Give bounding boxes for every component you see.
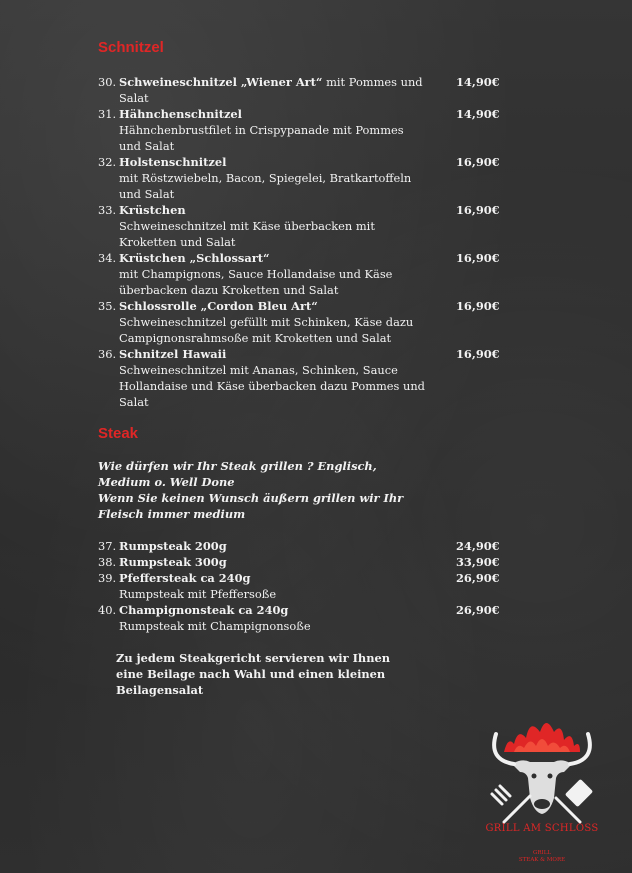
- menu-item-38: [98, 554, 518, 570]
- logo-tagline-2: STEAK & MORE: [518, 857, 566, 863]
- item-description: Schweineschnitzel mit Ananas, Schinken, Sauce Hollandaise und Käse überbacken dazu Pommes und Salat: [119, 363, 425, 409]
- item-body: [119, 554, 429, 570]
- menu-item-30: [98, 74, 518, 106]
- logo-tagline-1: GRILL: [532, 850, 551, 856]
- item-body: [119, 346, 429, 410]
- item-body: [119, 250, 429, 298]
- item-description: Rumpsteak mit Pfeffersoße: [119, 587, 277, 601]
- menu-item-37: [98, 538, 518, 554]
- item-number: 35.: [98, 299, 117, 313]
- steak-intro: [98, 458, 418, 522]
- item-name: Schlossrolle „Cordon Bleu Art“: [119, 299, 318, 313]
- intro-line: Medium o. Well Done: [98, 475, 235, 489]
- item-number: 37.: [98, 539, 117, 553]
- menu-item-32: [98, 154, 518, 202]
- item-number: 39.: [98, 571, 117, 585]
- item-price: 14,90€: [456, 107, 500, 121]
- intro-line: Wie dürfen wir Ihr Steak grillen ? Englisch,: [98, 459, 377, 473]
- item-name: Champignonsteak ca 240g: [119, 603, 289, 617]
- item-body: [119, 570, 429, 602]
- item-price: 16,90€: [456, 203, 500, 217]
- item-body: [119, 538, 429, 554]
- section-title-schnitzel: Schnitzel: [98, 39, 164, 56]
- item-body: [119, 202, 429, 250]
- item-description: mit Champignons, Sauce Hollandaise und Käse überbacken dazu Kroketten und Salat: [119, 267, 393, 297]
- item-description: Rumpsteak mit Champignonsoße: [119, 619, 311, 633]
- item-price: 33,90€: [456, 555, 500, 569]
- steak-list: [98, 538, 518, 634]
- item-description: Schweineschnitzel gefüllt mit Schinken, Käse dazu Campignonsrahmsoße mit Kroketten und Salat: [119, 315, 414, 345]
- menu-item-34: [98, 250, 518, 298]
- item-description: Hähnchenbrustfilet in Crispypanade mit Pommes und Salat: [119, 123, 404, 153]
- item-description: mit Pommes und Salat: [119, 75, 423, 105]
- item-number: 40.: [98, 603, 117, 617]
- restaurant-logo: [474, 712, 610, 872]
- item-body: [119, 106, 429, 154]
- item-number: 33.: [98, 203, 117, 217]
- section-title-steak: Steak: [98, 425, 139, 442]
- steak-side-note: [116, 650, 406, 698]
- item-number: 31.: [98, 107, 117, 121]
- item-body: [119, 298, 429, 346]
- item-price: 14,90€: [456, 75, 500, 89]
- menu-item-36: [98, 346, 518, 410]
- item-number: 30.: [98, 75, 117, 89]
- fork-icon: [492, 786, 530, 822]
- item-name: Hähnchenschnitzel: [119, 107, 242, 121]
- item-description: mit Röstzwiebeln, Bacon, Spiegelei, Bratkartoffeln und Salat: [119, 171, 412, 201]
- item-name: Schweineschnitzel „Wiener Art“: [119, 75, 323, 89]
- item-description: Schweineschnitzel mit Käse überbacken mit Kroketten und Salat: [119, 219, 375, 249]
- item-body: [119, 74, 429, 106]
- logo-name: GRILL AM SCHLOSS: [485, 823, 599, 834]
- menu-item-31: [98, 106, 518, 154]
- item-price: 16,90€: [456, 299, 500, 313]
- item-price: 26,90€: [456, 603, 500, 617]
- item-price: 26,90€: [456, 571, 500, 585]
- item-name: Pfeffersteak ca 240g: [119, 571, 251, 585]
- intro-line: Fleisch immer medium: [98, 507, 246, 521]
- item-number: 38.: [98, 555, 117, 569]
- menu-item-33: [98, 202, 518, 250]
- note-line: Beilagensalat: [116, 683, 204, 697]
- logo-graphic: [474, 712, 610, 824]
- item-number: 34.: [98, 251, 117, 265]
- item-name: Holstenschnitzel: [119, 155, 227, 169]
- note-line: eine Beilage nach Wahl und einen kleinen: [116, 667, 386, 681]
- item-name: Schnitzel Hawaii: [119, 347, 227, 361]
- note-line: Zu jedem Steakgericht servieren wir Ihnen: [116, 651, 391, 665]
- item-name: Krüstchen „Schlossart“: [119, 251, 270, 265]
- item-number: 36.: [98, 347, 117, 361]
- item-body: [119, 154, 429, 202]
- item-name: Rumpsteak 200g: [119, 539, 227, 553]
- item-price: 16,90€: [456, 347, 500, 361]
- item-price: 16,90€: [456, 251, 500, 265]
- item-number: 32.: [98, 155, 117, 169]
- schnitzel-list: [98, 74, 518, 410]
- intro-line: Wenn Sie keinen Wunsch äußern grillen wir Ihr: [98, 491, 404, 505]
- menu-item-40: [98, 602, 518, 634]
- menu-item-35: [98, 298, 518, 346]
- item-name: Krüstchen: [119, 203, 186, 217]
- flame-icon: [504, 723, 580, 752]
- menu-item-39: [98, 570, 518, 602]
- spatula-icon: [556, 779, 593, 822]
- item-body: [119, 602, 429, 634]
- item-name: Rumpsteak 300g: [119, 555, 227, 569]
- item-price: 24,90€: [456, 539, 500, 553]
- item-price: 16,90€: [456, 155, 500, 169]
